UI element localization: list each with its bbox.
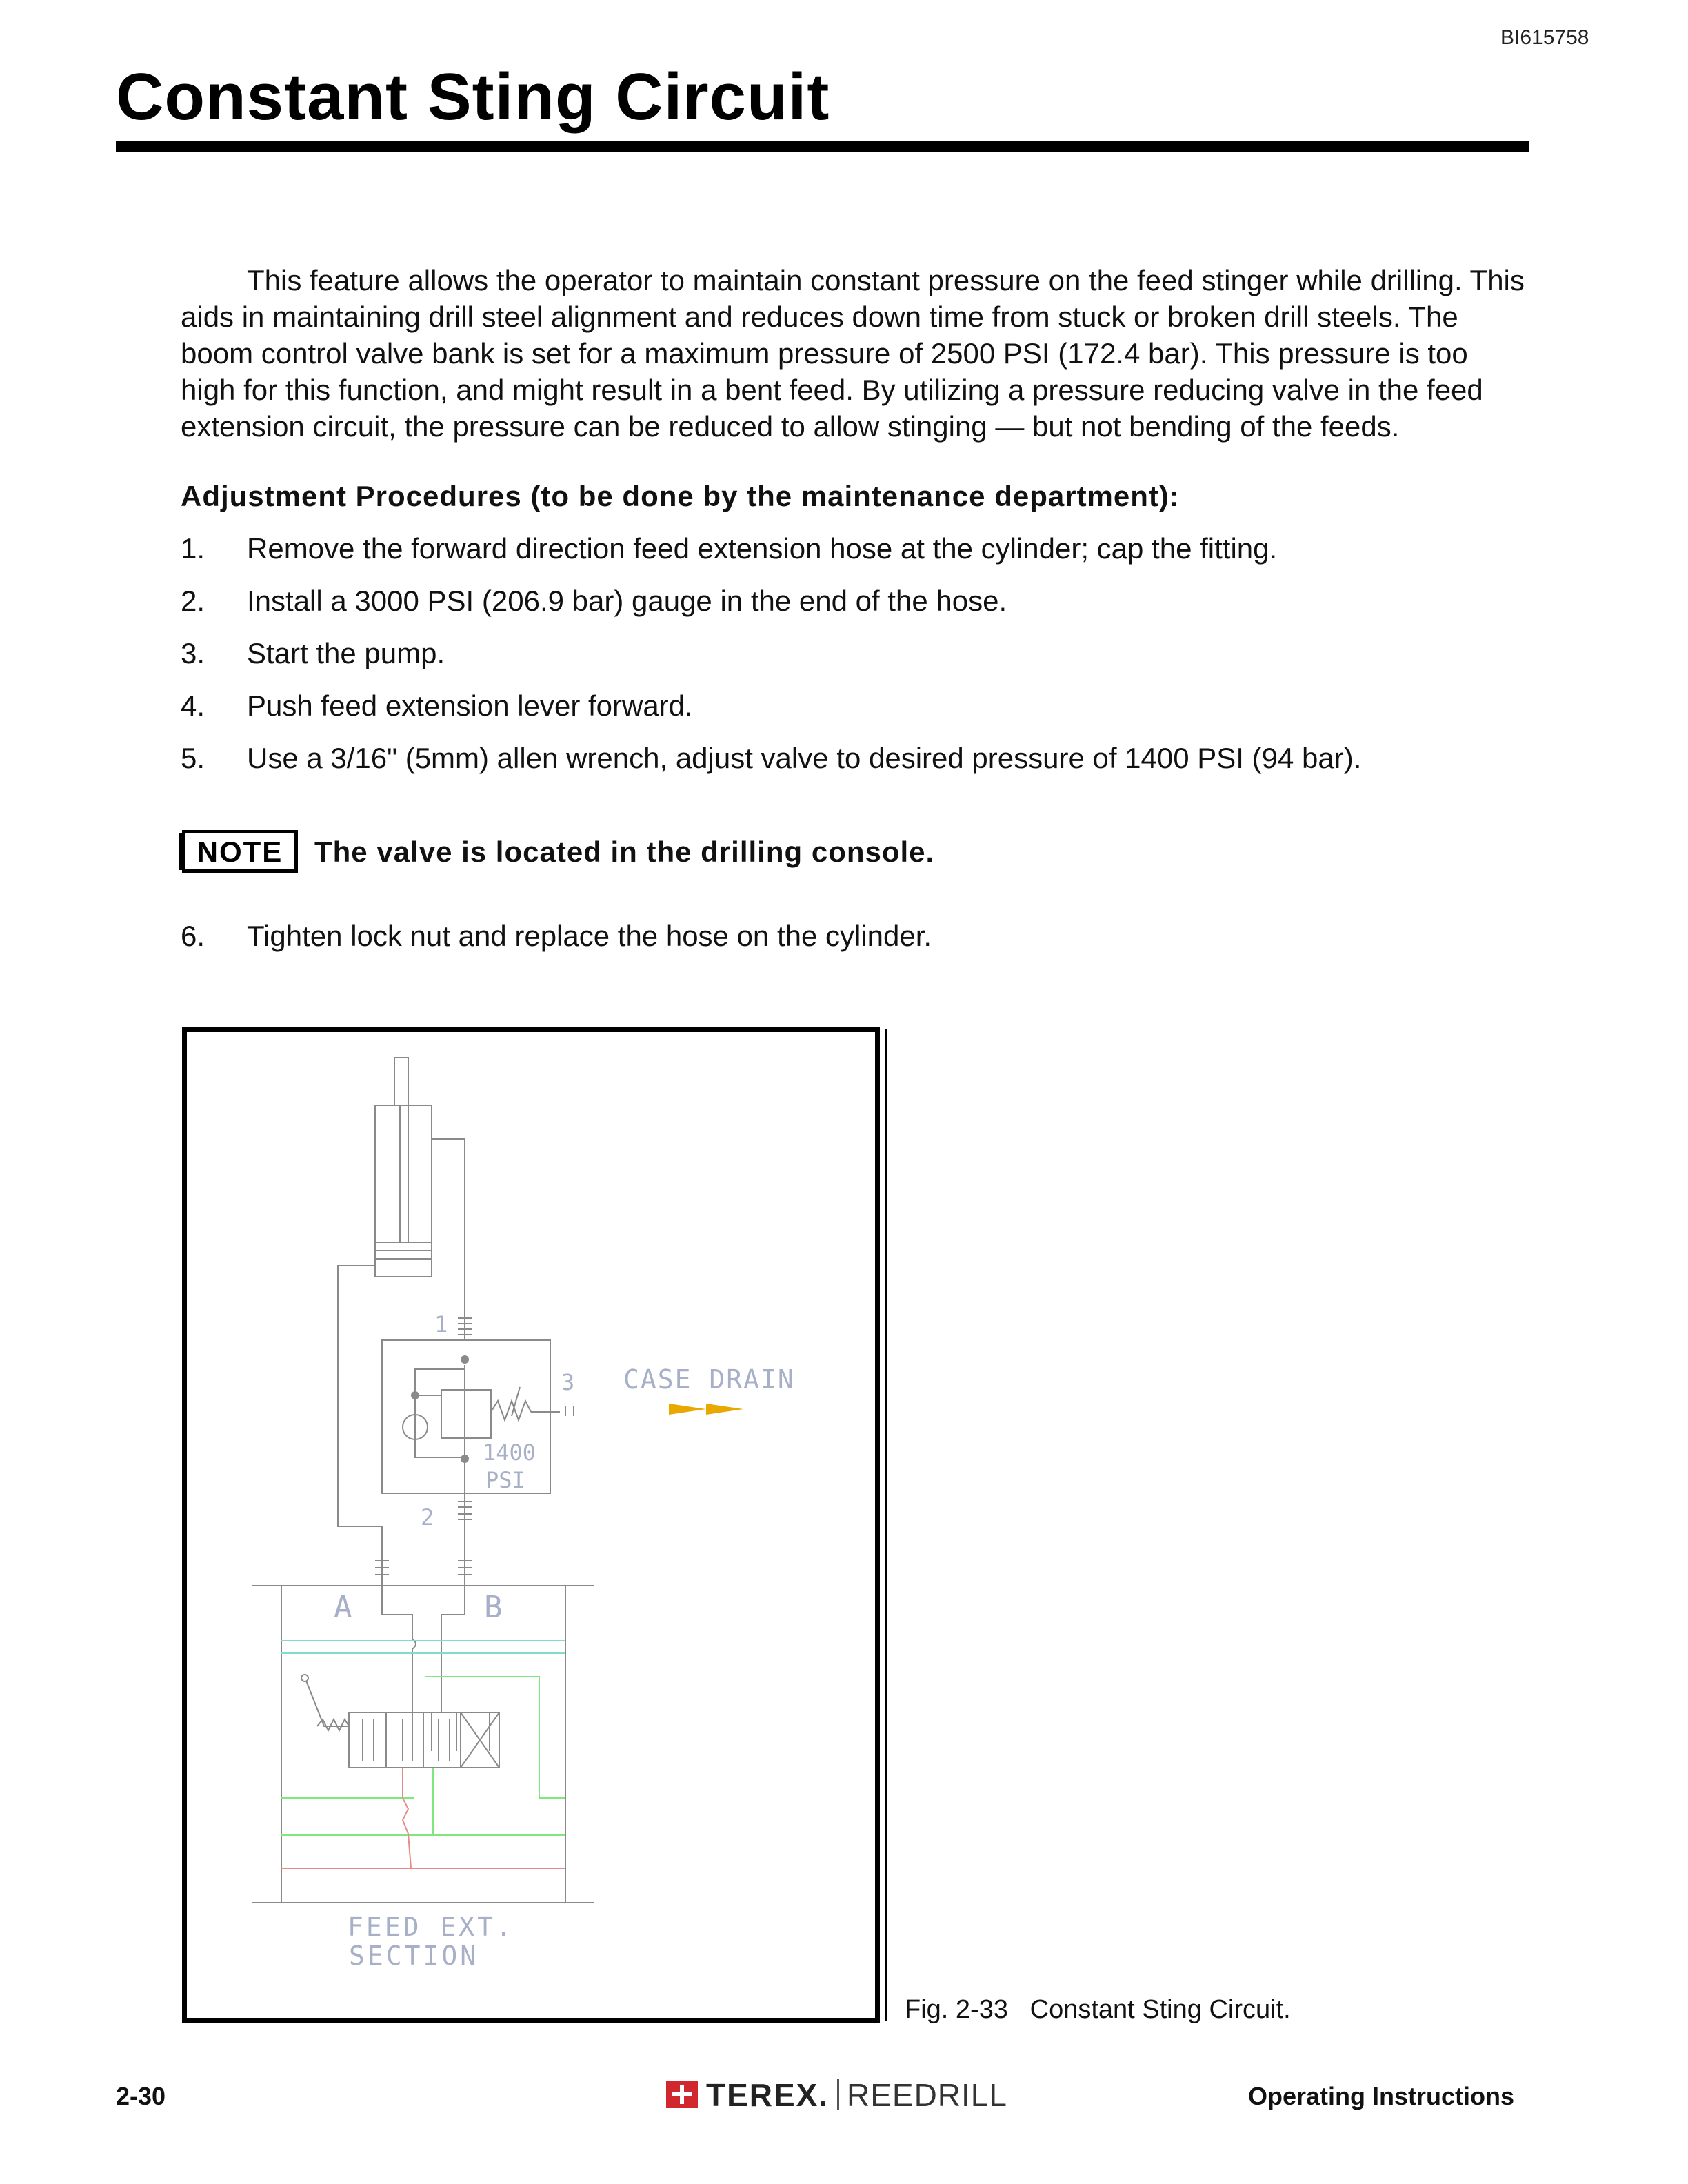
case-drain-arrow <box>669 1404 743 1415</box>
note-badge: NOTE <box>182 830 298 873</box>
port-2-label: 2 <box>421 1504 434 1530</box>
page-number: 2-30 <box>116 2082 166 2110</box>
pressure-value-label: 1400 <box>483 1439 536 1466</box>
step-text: Install a 3000 PSI (206.9 bar) gauge in the end of the hose. <box>247 585 1007 617</box>
reducing-valve <box>382 1340 560 1493</box>
intro-paragraph: This feature allows the operator to maintain constant pressure on the feed stinger while drilling. This aids in maintaining drill steel alignment and reduces down time from stuck or broken drill steels. The boom control valve bank is set for a maximum pressure of 2500 PSI (172.4 bar). This pressure is too high for this function, and might result in a bent feed. By utilizing a pressure reducing valve in the feed extension circuit, the pressure can be reduced to allow stinging — but not bending of the feeds. <box>181 264 1525 443</box>
section-label-line1: FEED EXT. <box>348 1912 514 1942</box>
step-number: 3. <box>181 637 205 669</box>
brand-separator <box>837 2079 839 2110</box>
step-number: 6. <box>181 920 205 952</box>
hydraulic-lines <box>338 1139 490 1751</box>
step-number: 4. <box>181 689 205 722</box>
brand-sub: REEDRILL <box>847 2077 1007 2113</box>
brand-main: TEREX. <box>706 2077 830 2113</box>
fitting-symbols <box>375 1318 574 1575</box>
port-3-label: 3 <box>561 1369 575 1395</box>
figure-caption: Fig. 2-33 Constant Sting Circuit. <box>905 1995 1291 2024</box>
step-text: Push feed extension lever forward. <box>247 689 693 722</box>
pressure-unit-label: PSI <box>485 1467 525 1493</box>
junction-dots <box>411 1355 469 1463</box>
procedure-heading: Adjustment Procedures (to be done by the maintenance department): <box>181 480 1180 512</box>
footer-section-label: Operating Instructions <box>1248 2082 1515 2110</box>
step-number: 2. <box>181 585 205 617</box>
step-number: 1. <box>181 532 205 565</box>
port-a-label: A <box>334 1590 352 1625</box>
section-label-line2: SECTION <box>349 1941 479 1971</box>
port-1-label: 1 <box>434 1311 448 1337</box>
document-id: BI615758 <box>1500 26 1589 49</box>
directional-control-valve <box>301 1675 499 1768</box>
case-drain-label: CASE DRAIN <box>623 1364 795 1395</box>
step-text: Use a 3/16" (5mm) allen wrench, adjust valve to desired pressure of 1400 PSI (94 bar). <box>247 742 1362 774</box>
step-text: Remove the forward direction feed extension hose at the cylinder; cap the fitting. <box>247 532 1278 565</box>
feed-cylinder <box>375 1058 432 1277</box>
terex-flag-icon <box>666 2081 698 2108</box>
step-number: 5. <box>181 742 205 774</box>
step-text: Start the pump. <box>247 637 445 669</box>
step-text: Tighten lock nut and replace the hose on the cylinder. <box>247 920 932 952</box>
port-b-label: B <box>484 1590 503 1625</box>
note-text: The valve is located in the drilling console. <box>314 836 935 868</box>
page-title: Constant Sting Circuit <box>116 60 830 134</box>
